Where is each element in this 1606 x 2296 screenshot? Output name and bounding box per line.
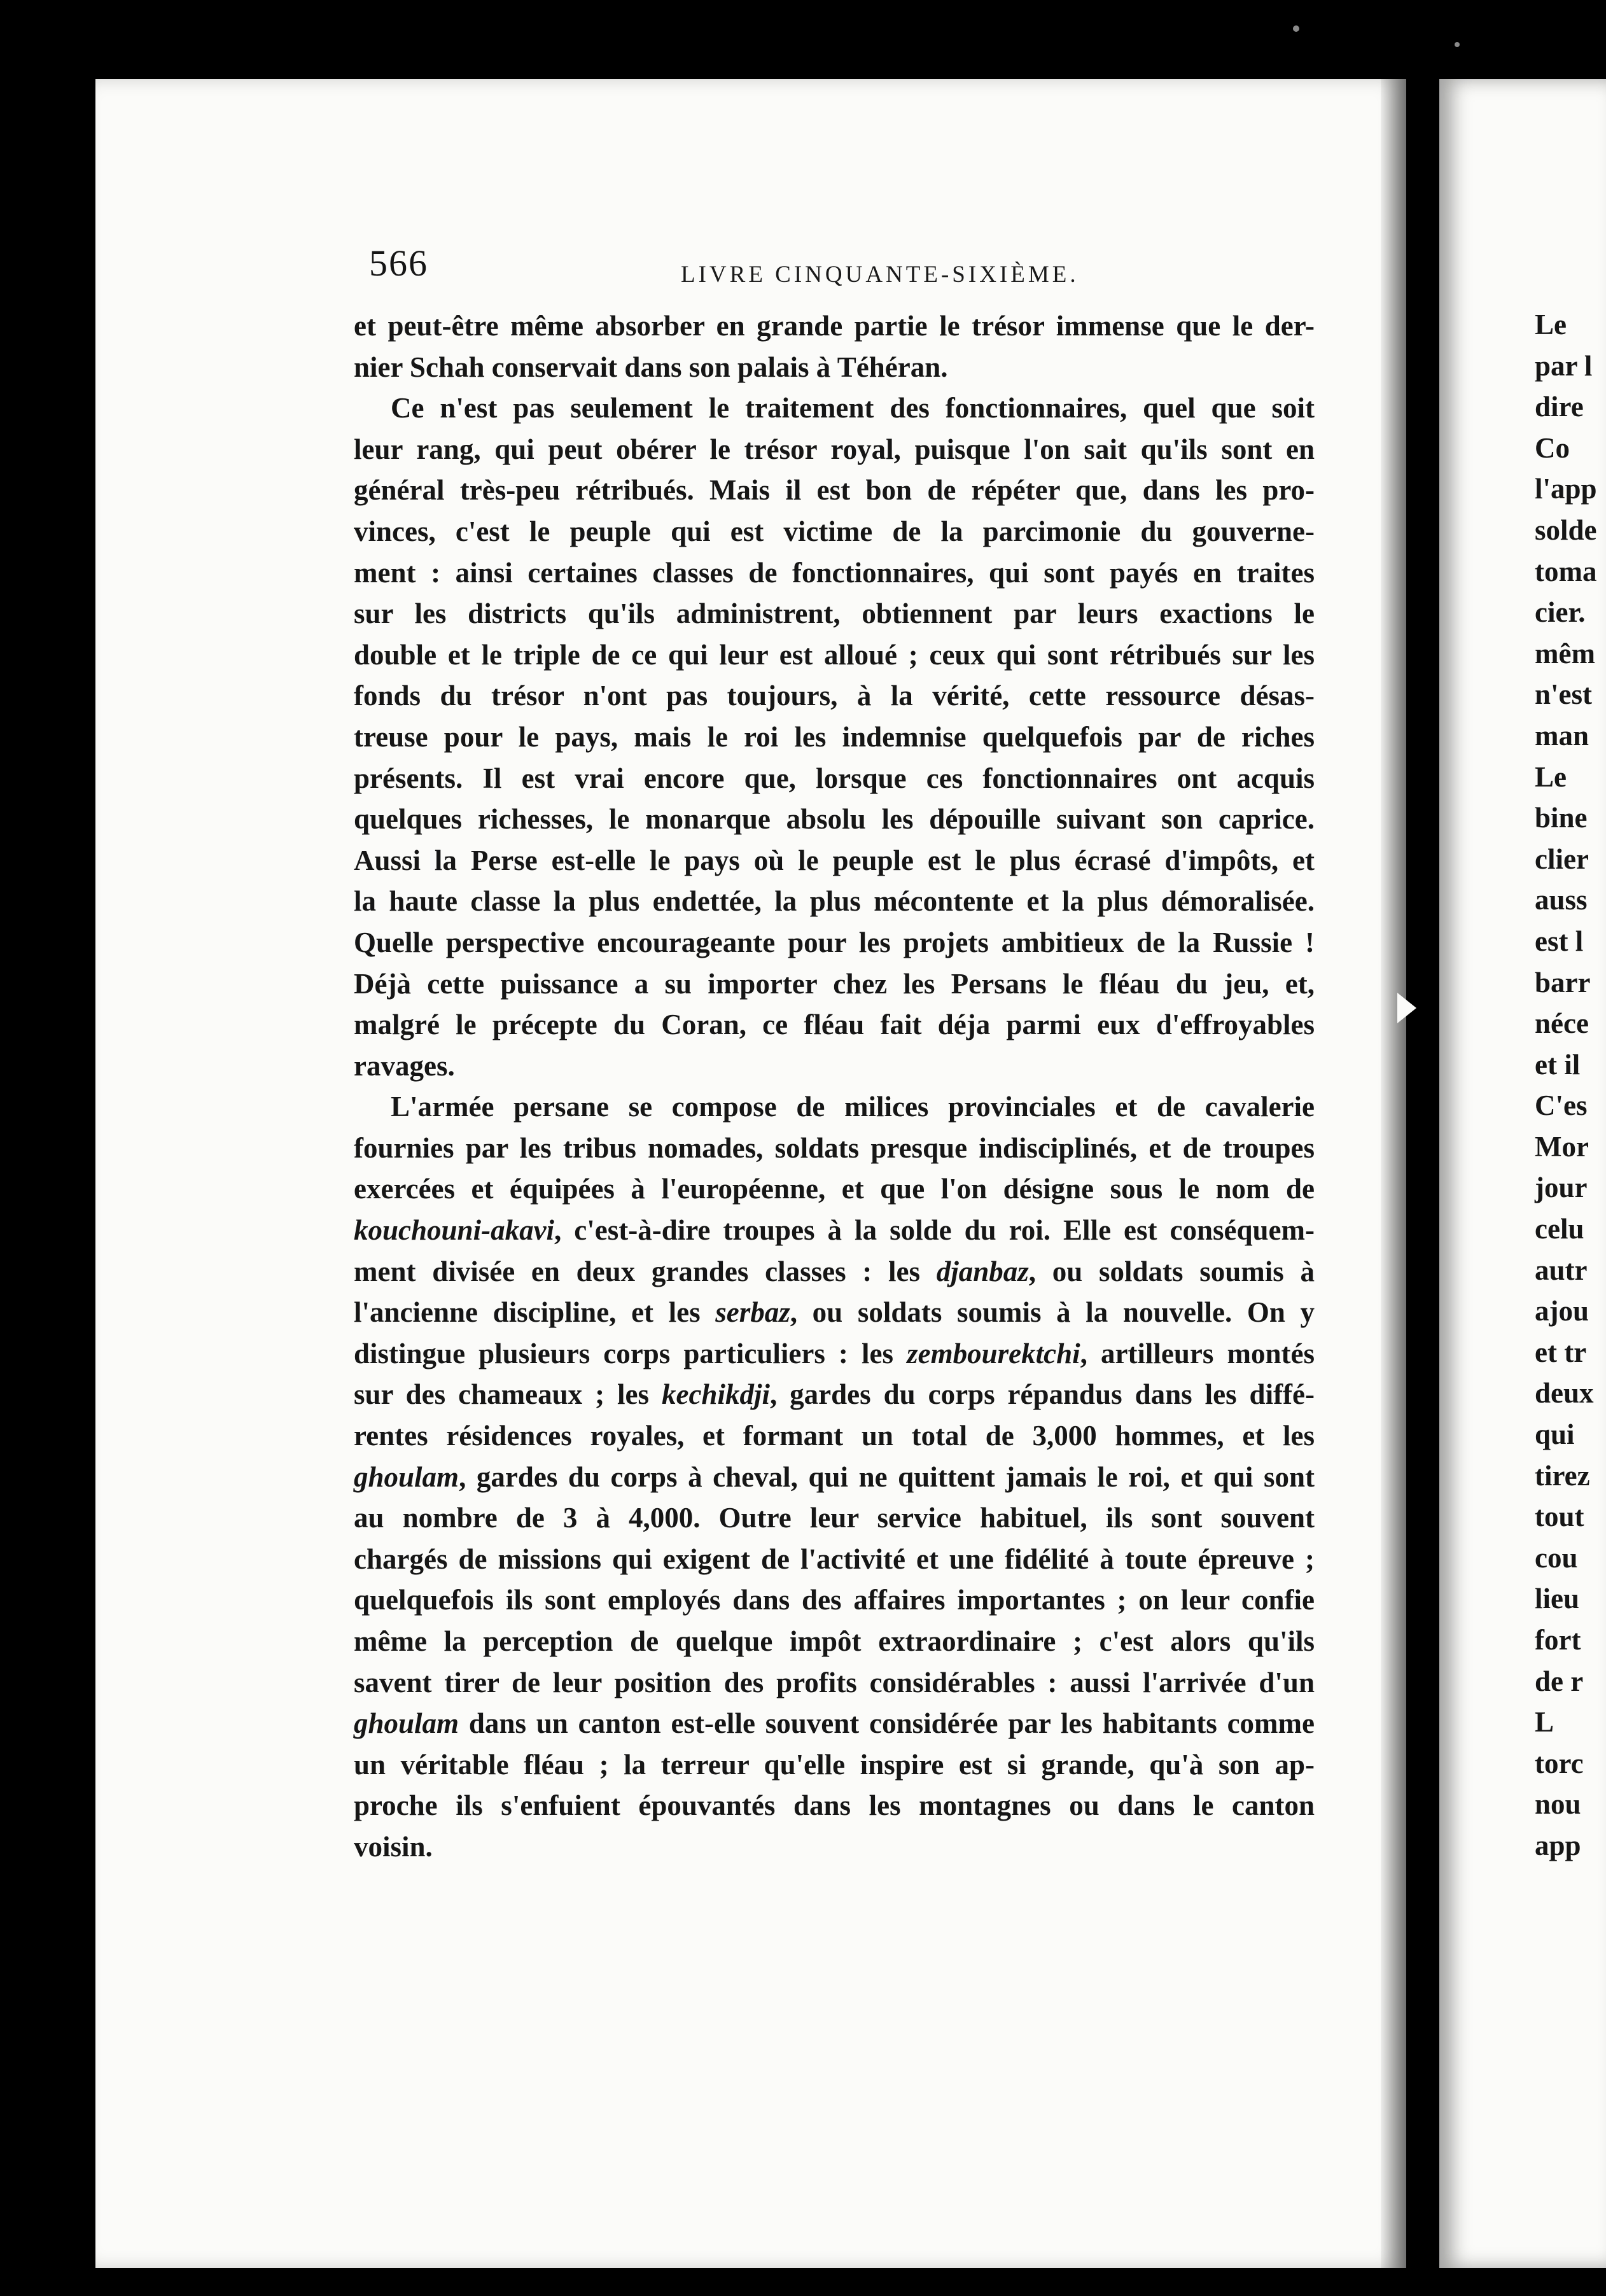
text-line — [354, 1251, 1315, 1292]
text-segment: , ou soldats soumis à la nouvelle. On y — [790, 1296, 1315, 1329]
next-page-line: toma — [1535, 555, 1597, 587]
text-segment: , gardes du corps répandus dans les diffé- — [769, 1378, 1315, 1411]
italic-term: djanbaz — [936, 1255, 1029, 1287]
scan-speck — [1455, 42, 1460, 47]
italic-term: ghoulam — [354, 1707, 459, 1740]
page-number: 566 — [369, 242, 428, 284]
text-line — [354, 1292, 1315, 1333]
next-page-line: L — [1535, 1706, 1554, 1739]
text-line: rentes résidences royales, et formant un total de 3,000 hommes, et les — [354, 1420, 1315, 1452]
italic-term: zembourektchi — [907, 1337, 1080, 1369]
next-page-line: celu — [1535, 1213, 1584, 1245]
text-line: exercées et équipées à l'européenne, et que l'on désigne sous le nom de — [354, 1173, 1315, 1205]
text-segment: l'ancienne discipline, et les — [354, 1296, 716, 1329]
next-page-line: et il — [1535, 1048, 1581, 1081]
text-segment: distingue plusieurs corps particuliers : les — [354, 1337, 907, 1369]
text-line: la haute classe la plus endettée, la plus mécontente et la plus démoralisée. — [354, 885, 1315, 918]
text-segment: ment divisée en deux grandes classes : les — [354, 1255, 937, 1287]
next-page-line: par l — [1535, 349, 1593, 382]
text-line: proche ils s'enfuient épouvantés dans les montagnes ou dans le canton — [354, 1789, 1315, 1822]
text-line: présents. Il est vrai encore que, lorsque ces fonctionnaires ont acquis — [354, 762, 1315, 794]
next-page-text — [1535, 304, 1606, 1866]
next-page-line: qui — [1535, 1418, 1575, 1451]
book-gutter — [1381, 79, 1425, 2268]
text-segment: , artilleurs montés — [1080, 1337, 1315, 1369]
next-page-line: est l — [1535, 925, 1584, 957]
text-segment: , ou soldats soumis à — [1028, 1255, 1315, 1287]
next-page-line: bine — [1535, 802, 1588, 834]
next-page-line: dire — [1535, 391, 1584, 423]
gutter-notch — [1397, 993, 1416, 1023]
next-page-line: Mor — [1535, 1130, 1589, 1163]
text-line: leur rang, qui peut obérer le trésor royal, puisque l'on sait qu'ils sont en — [354, 433, 1315, 465]
italic-term: serbaz — [715, 1296, 790, 1329]
scan-speck — [1293, 25, 1299, 32]
next-page-line: barr — [1535, 966, 1591, 998]
text-line: au nombre de 3 à 4,000. Outre leur service habituel, ils sont souvent — [354, 1502, 1315, 1534]
next-page-line: tirez — [1535, 1459, 1590, 1492]
text-line — [354, 1374, 1315, 1415]
text-line: malgré le précepte du Coran, ce fléau fait déja parmi eux d'effroyables — [354, 1009, 1315, 1041]
text-line: Déjà cette puissance a su importer chez les Persans le fléau du jeu, et, — [354, 967, 1315, 1000]
text-line: vinces, c'est le peuple qui est victime de la parcimonie du gouverne- — [354, 515, 1315, 547]
text-line: général très-peu rétribués. Mais il est bon de répéter que, dans les pro- — [354, 474, 1315, 507]
text-line: ravages. — [354, 1049, 455, 1082]
text-line: même la perception de quelque impôt extraordinaire ; c'est alors qu'ils — [354, 1625, 1315, 1657]
text-line: quelques richesses, le monarque absolu les dépouille suivant son caprice. — [354, 803, 1315, 836]
next-page-line: fort — [1535, 1624, 1581, 1656]
next-page-line: cou — [1535, 1541, 1578, 1574]
italic-term: ghoulam — [354, 1460, 459, 1493]
text-line: Ce n'est pas seulement le traitement des fonctionnaires, quel que soit — [391, 392, 1315, 424]
next-page-line: ajou — [1535, 1295, 1589, 1327]
text-segment: sur des chameaux ; les — [354, 1378, 662, 1411]
next-page-line: app — [1535, 1829, 1581, 1861]
next-page-line: C'es — [1535, 1089, 1588, 1122]
text-line — [354, 1210, 1315, 1251]
next-page-line: autr — [1535, 1254, 1588, 1286]
text-line: Quelle perspective encourageante pour les projets ambitieux de la Russie ! — [354, 926, 1315, 958]
text-line: Aussi la Perse est-elle le pays où le peuple est le plus écrasé d'impôts, et — [354, 844, 1315, 876]
next-page-line: cier. — [1535, 596, 1586, 629]
text-line: nier Schah conservait dans son palais à Téhéran. — [354, 351, 948, 383]
text-line: treuse pour le pays, mais le roi les indemnise quelquefois par de riches — [354, 720, 1315, 753]
next-page-line: néce — [1535, 1007, 1589, 1040]
text-line: fonds du trésor n'ont pas toujours, à la vérité, cette ressource désas- — [354, 680, 1315, 712]
next-page-line: deux — [1535, 1377, 1594, 1410]
text-line: quelquefois ils sont employés dans des affaires importantes ; on leur confie — [354, 1584, 1315, 1616]
text-line — [354, 1333, 1315, 1375]
next-page-line: n'est — [1535, 678, 1592, 711]
text-line: fournies par les tribus nomades, soldats presque indisciplinés, et de troupes — [354, 1131, 1315, 1164]
body-text — [354, 305, 1315, 1868]
text-segment: , c'est-à-dire troupes à la solde du roi. Elle est conséquem- — [554, 1214, 1315, 1247]
next-page-line: jour — [1535, 1172, 1588, 1204]
text-line: double et le triple de ce qui leur est alloué ; ceux qui sont rétribués sur les — [354, 638, 1315, 671]
next-page-line: Le — [1535, 760, 1567, 793]
next-page-line: tout — [1535, 1501, 1584, 1533]
text-line: voisin. — [354, 1830, 433, 1863]
next-page-line: Le — [1535, 309, 1567, 340]
text-line: chargés de missions qui exigent de l'activité et une fidélité à toute épreuve ; — [354, 1543, 1315, 1575]
next-page-line: clier — [1535, 843, 1589, 875]
next-page-line: man — [1535, 719, 1589, 752]
text-line — [354, 1703, 1315, 1744]
italic-term: kouchouni-akavi — [354, 1214, 555, 1247]
italic-term: kechikdji — [661, 1378, 770, 1411]
text-segment: , gardes du corps à cheval, qui ne quittent jamais le roi, et qui sont — [459, 1460, 1315, 1493]
next-page-line: et tr — [1535, 1336, 1587, 1368]
text-segment: dans un canton est-elle souvent considérée par les habitants comme — [459, 1707, 1315, 1740]
next-page-line: torc — [1535, 1747, 1584, 1779]
next-page-line: solde — [1535, 514, 1597, 546]
next-page-line: lieu — [1535, 1583, 1580, 1615]
text-line: un véritable fléau ; la terreur qu'elle inspire est si grande, qu'à son ap- — [354, 1748, 1315, 1781]
next-page-line: l'app — [1535, 473, 1597, 505]
next-page-line: mêm — [1535, 637, 1595, 669]
text-line — [354, 1457, 1315, 1498]
next-page-line: de r — [1535, 1665, 1584, 1697]
text-line: et peut-être même absorber en grande partie le trésor immense que le der- — [354, 310, 1315, 342]
text-line: savent tirer de leur position des profits considérables : aussi l'arrivée d'un — [354, 1666, 1315, 1698]
next-page-line: Co — [1535, 431, 1570, 464]
next-page-line: auss — [1535, 884, 1588, 916]
running-head: LIVRE CINQUANTE-SIXIÈME. — [681, 262, 1079, 288]
text-line: L'armée persane se compose de milices provinciales et de cavalerie — [391, 1091, 1315, 1123]
next-page-line: nou — [1535, 1788, 1581, 1821]
text-line: sur les districts qu'ils administrent, obtiennent par leurs exactions le — [354, 598, 1315, 630]
text-line: ment : ainsi certaines classes de fonctionnaires, qui sont payés en traites — [354, 556, 1315, 589]
